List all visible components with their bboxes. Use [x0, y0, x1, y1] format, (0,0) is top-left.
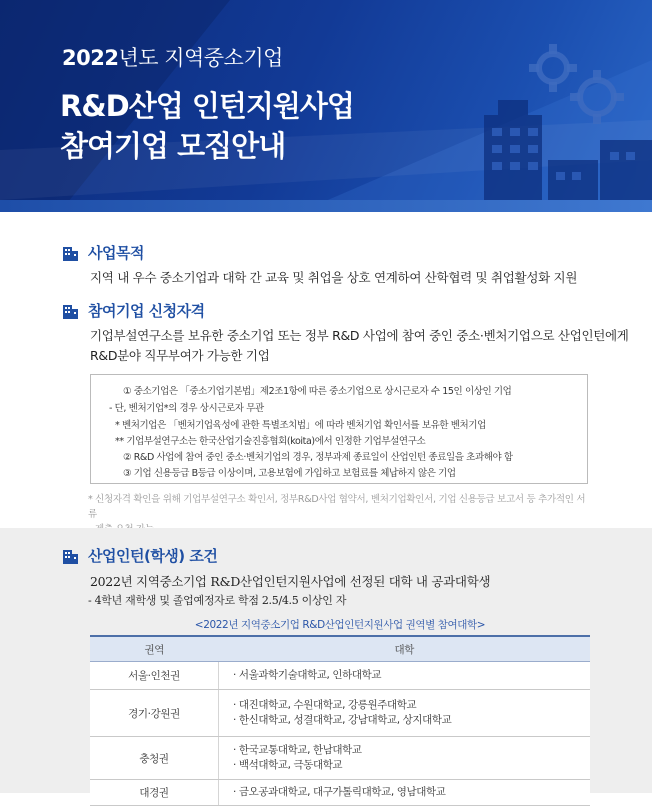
condition-item: - 단, 벤처기업*의 경우 상시근로자 무관 [109, 403, 264, 414]
building-icon [62, 548, 79, 564]
table-header-row [90, 636, 590, 662]
table-row [90, 662, 590, 690]
section-eligibility-title: 참여기업 신청자격 [88, 302, 205, 320]
section-purpose-title: 사업목적 [88, 244, 144, 262]
university-line: · 서울과학기술대학교, 인하대학교 [233, 669, 382, 681]
banner-title [60, 86, 354, 166]
condition-item: ** 기업부설연구소는 한국산업기술진흥협회(koita)에서 인정한 기업부설연구소 [115, 436, 426, 447]
banner-year: 2022 [62, 46, 119, 70]
building-icon [62, 245, 79, 261]
eligibility-text-line2: R&D분야 직무부여가 가능한 기업 [90, 348, 270, 363]
region-cell: 서울·인천권 [90, 662, 219, 690]
region-cell: 대경권 [90, 780, 219, 806]
university-line: · 대진대학교, 수원대학교, 강릉원주대학교 [233, 699, 417, 711]
note-line1: * 신청자격 확인을 위해 기업부설연구소 확인서, 정부R&D사업 협약서, 벤처기업확인서, 기업 신용등급 보고서 등 추가적인 서류 [88, 494, 586, 520]
banner-bottom-strip [0, 200, 652, 212]
eligibility-text-line1: 기업부설연구소를 보유한 중소기업 또는 정부 R&D 사업에 참여 중인 중소·벤처기업으로 산업인턴에게 [90, 328, 629, 343]
banner-title-line1: R&D산업 인턴지원사업 [60, 89, 354, 123]
university-line: · 백석대학교, 극동대학교 [233, 759, 343, 771]
condition-item: ② R&D 사업에 참여 중인 중소·벤처기업의 경우, 정부과제 종료일이 산업인턴 종료일을 초과해야 함 [123, 452, 513, 463]
building-icon [62, 303, 79, 319]
column-header-university: 대학 [219, 636, 591, 662]
university-cell [219, 662, 591, 690]
section-purpose-heading [62, 242, 144, 263]
purpose-text: 지역 내 우수 중소기업과 대학 간 교육 및 취업을 상호 연계하여 산학협력 및 취업활성화 지원 [90, 270, 578, 285]
section-intern-title: 산업인턴(학생) 조건 [88, 547, 218, 565]
conditions-box [90, 374, 588, 484]
intern-text-line2: - 4학년 재학생 및 졸업예정자로 학점 2.5/4.5 이상인 자 [88, 594, 347, 607]
university-line: · 한신대학교, 성결대학교, 강남대학교, 상지대학교 [233, 714, 452, 726]
section-eligibility-heading [62, 300, 205, 321]
table-row [90, 690, 590, 737]
column-header-region: 권역 [90, 636, 219, 662]
section-intern-heading [62, 545, 217, 566]
condition-item: * 벤처기업은 「벤처기업육성에 관한 특별조치법」에 따라 벤처기업 확인서를 보유한 벤처기업 [115, 420, 486, 431]
university-line: · 금오공과대학교, 대구가톨릭대학교, 영남대학교 [233, 786, 446, 798]
header-banner [0, 0, 652, 212]
banner-subtitle-text: 년도 지역중소기업 [118, 46, 283, 70]
table-row [90, 737, 590, 780]
university-table [90, 635, 590, 806]
banner-title-line2: 참여기업 모집안내 [60, 129, 286, 163]
intern-text-line1: 2022년 지역중소기업 R&D산업인턴지원사업에 선정된 대학 내 공과대학생 [90, 574, 491, 589]
condition-item: ③ 기업 신용등급 B등급 이상이며, 고용보험에 가입하고 보험료를 체납하지 않은 기업 [123, 468, 456, 479]
university-line: · 한국교통대학교, 한남대학교 [233, 744, 362, 756]
condition-item: ① 중소기업은 「중소기업기본법」제2조1항에 따른 중소기업으로 상시근로자 수 15인 이상인 기업 [123, 386, 512, 397]
university-cell [219, 690, 591, 737]
table-caption: <2022년 지역중소기업 R&D산업인턴지원사업 권역별 참여대학> [194, 619, 486, 631]
region-cell: 충청권 [90, 737, 219, 780]
banner-subtitle [62, 42, 283, 72]
region-cell: 경기·강원권 [90, 690, 219, 737]
university-cell [219, 737, 591, 780]
